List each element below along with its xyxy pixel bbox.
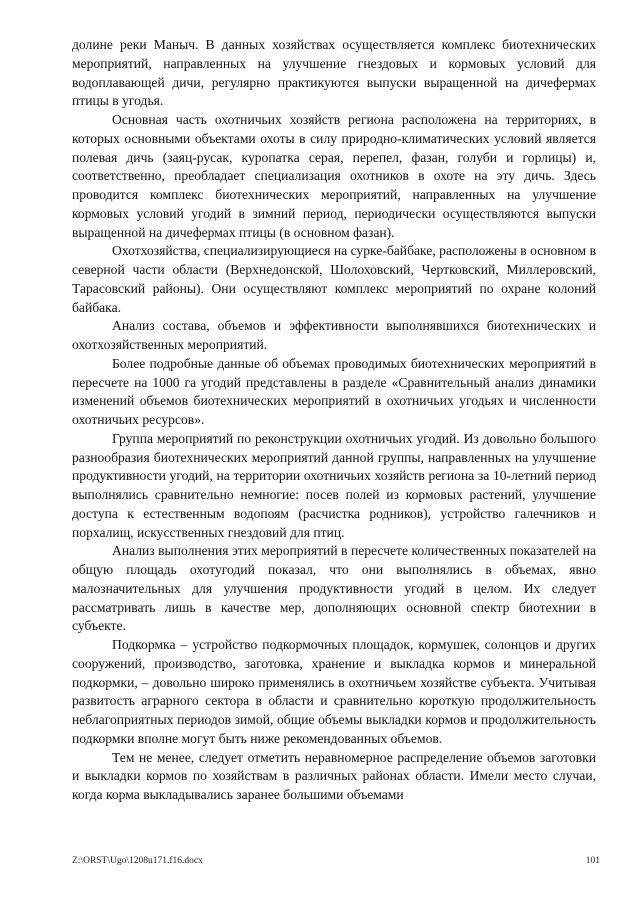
paragraph-2: Основная часть охотничьих хозяйств региона расположена на территориях, в которых основными объектами охоты в силу природно-климатических условий является полевая дичь (заяц-русак, куропатка серая, перепел, фазан, голуби и горлицы) и, соответственно, преобладает специализация охотников в охоте на эту дичь. Здесь проводится комплекс биотехнических мероприятий, направленных на улучшение кормовых условий угодий в зимний период, периодически осуществляются выпуски выращенной на дичефермах птицы (в основном фазан). [72, 112, 596, 240]
footer-file-path: Z:\ORST\Ugo\1208u171.f16.docx [72, 856, 203, 866]
paragraph-7: Анализ выполнения этих мероприятий в пересчете количественных показателей на общую площадь охотугодий показал, что они выполнялись в объемах, явно малозначительных для улучшения продуктивности угодий в целом. Их следует рассматривать лишь в качестве мер, дополняющих основной спектр биотехнии в субъекте. [72, 543, 596, 634]
paragraph-9: Тем не менее, следует отметить неравномерное распределение объемов заготовки и выкладки кормов по хозяйствам в различных районах области. Имели место случаи, когда корма выкладывались заранее большими объемами [72, 749, 596, 802]
paragraph-6: Группа мероприятий по реконструкции охотничьих угодий. Из довольно большого разнообразия биотехнических мероприятий данной группы, направленных на улучшение продуктивности угодий, на территории охотничьих хозяйств региона за 10-летний период выполнялись сравнительно немногие: посев полей из кормовых растений, улучшение доступа к естественным водопоям (расчистка родников), устройство галечников и порхалищ, искусственных гнездовий для птиц. [72, 430, 596, 540]
paragraph-3: Охотхозяйства, специализирующиеся на сурке-байбаке, расположены в основном в северной части области (Верхнедонской, Шолоховский, Чертковский, Миллеровский, Тарасовский районы). Они осуществляют комплекс мероприятий по охране колоний байбака. [72, 243, 596, 315]
page-number: 101 [585, 856, 600, 866]
paragraph-5: Более подробные данные об объемах проводимых биотехнических мероприятий в пересчете на 1000 га угодий представлены в разделе «Сравнительный анализ динамики изменений объемов биотехнических мероприятий в охотничьих угодьях и численности охотничьих ресурсов». [72, 355, 596, 427]
paragraph-4: Анализ состава, объемов и эффективности выполнявшихся биотехнических и охотхозяйственных мероприятий. [72, 318, 596, 352]
body-text [72, 36, 596, 805]
paragraph-1: долине реки Маныч. В данных хозяйствах осуществляется комплекс биотехнических мероприятий, направленных на улучшение гнездовых и кормовых условий для водоплавающей дичи, регулярно практикуются выпуски выращенной на дичефермах птицы в угодья. [72, 37, 596, 109]
paragraph-8: Подкормка – устройство подкормочных площадок, кормушек, солонцов и других сооружений, производство, заготовка, хранение и выкладка кормов и минеральной подкормки, – довольно широко применялись в охотничьем хозяйстве субъекта. Учитывая развитость аграрного сектора в области и сравнительно короткую продолжительность неблагоприятных периодов зимой, общие объемы выкладки кормов и продолжительность подкормки вполне могут быть ниже рекомендованных объемов. [72, 637, 596, 746]
